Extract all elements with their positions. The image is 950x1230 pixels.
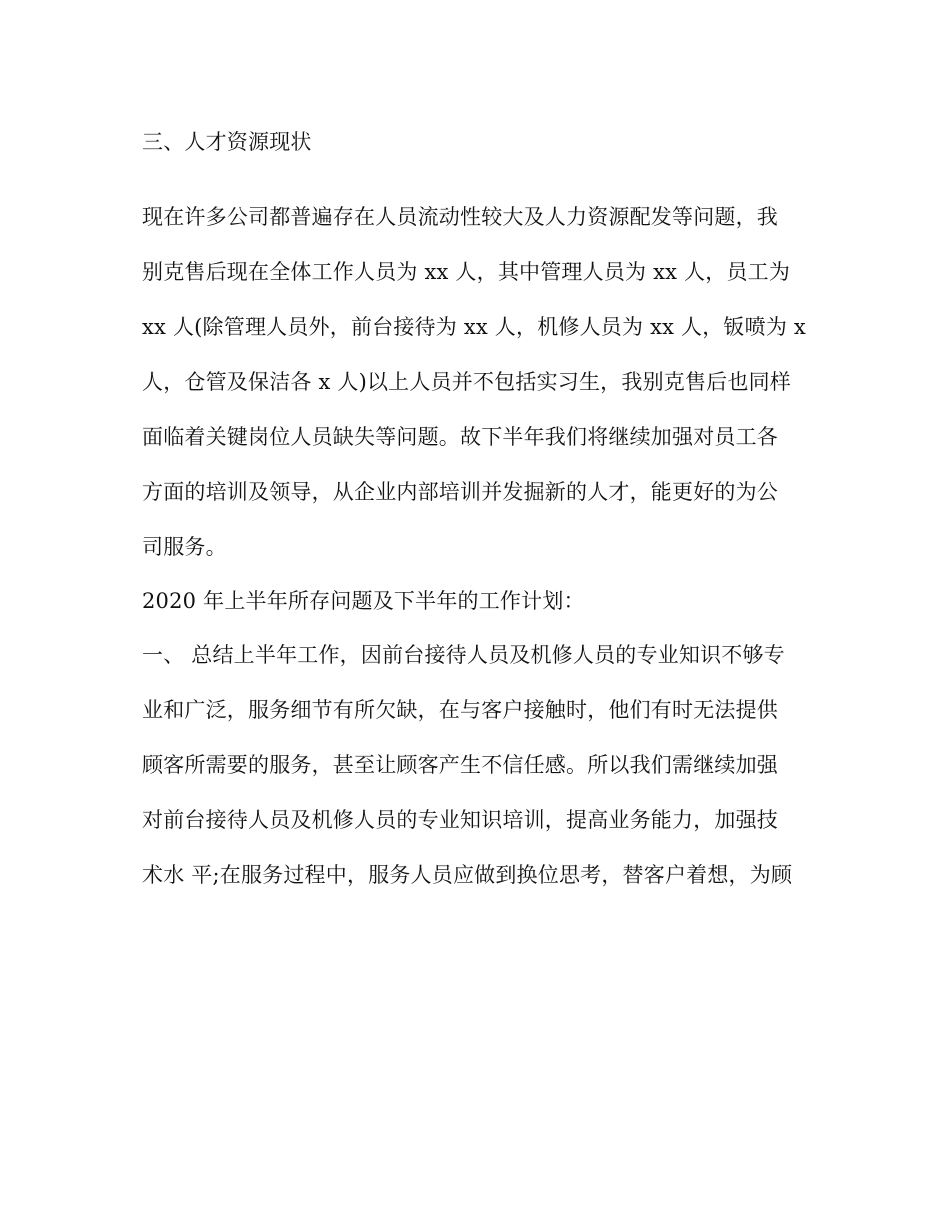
paragraph-1-line-6: 方面的培训及领导，从企业内部培训并发掘新的人才，能更好的为公 [142,480,778,504]
paragraph-2-line-4: 对前台接待人员及机修人员的专业知识培训，提高业务能力，加强技 [142,808,778,832]
paragraph-2-line-3: 顾客所需要的服务，甚至让顾客产生不信任感。所以我们需继续加强 [142,753,778,777]
paragraph-1-line-7: 司服务。 [142,535,227,559]
paragraph-1-line-5: 面临着关键岗位人员缺失等问题。故下半年我们将继续加强对员工各 [142,425,778,449]
paragraph-1-line-3: xx 人(除管理人员外，前台接待为 xx 人，机修人员为 xx 人，钣喷为 x [142,315,806,339]
paragraph-1-line-2: 别克售后现在全体工作人员为 xx 人，其中管理人员为 xx 人，员工为 [142,260,791,284]
paragraph-2-line-2: 业和广泛，服务细节有所欠缺，在与客户接触时，他们有时无法提供 [142,698,778,722]
paragraph-2-line-5: 术水 平;在服务过程中，服务人员应做到换位思考，替客户着想，为顾 [142,863,793,887]
section-heading: 三、人才资源现状 [142,130,312,154]
section-title: 2020 年上半年所存问题及下半年的工作计划： [142,589,585,613]
paragraph-1-line-1: 现在许多公司都普遍存在人员流动性较大及人力资源配发等问题，我 [142,205,778,229]
paragraph-1-line-4: 人，仓管及保洁各 x 人)以上人员并不包括实习生，我别克售后也同样 [142,370,791,394]
paragraph-2-line-1: 一、 总结上半年工作，因前台接待人员及机修人员的专业知识不够专 [142,643,785,667]
